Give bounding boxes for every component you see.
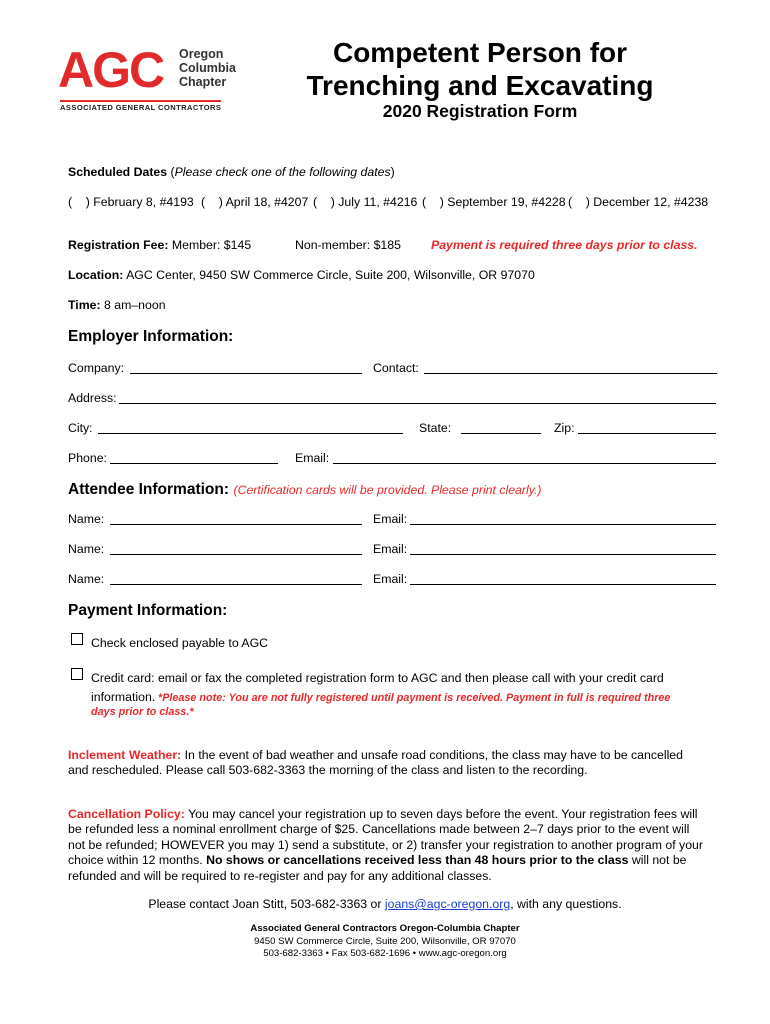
check-enclosed-checkbox[interactable] xyxy=(71,633,83,645)
page-title xyxy=(300,36,660,102)
payment-note-line: days prior to class.* xyxy=(91,706,194,718)
weather-text: and rescheduled. Please call 503-682-3363 the morning of the class and listen to the recording. xyxy=(68,763,588,778)
state-field[interactable] xyxy=(461,433,541,434)
company-label: Company: xyxy=(68,361,125,375)
dates-instruction: Please check one of the following dates xyxy=(174,165,391,179)
fee-label: Registration Fee: xyxy=(68,238,169,252)
credit-card-checkbox[interactable] xyxy=(71,668,83,680)
location-label: Location: xyxy=(68,268,124,282)
employer-email-field[interactable] xyxy=(333,463,716,464)
cancellation-text: You may cancel your registration up to seven days before the event. Your registration fees will xyxy=(188,807,698,821)
date-option-1[interactable]: ( ) February 8, #4193 xyxy=(68,195,194,209)
date-option-5[interactable]: ( ) December 12, #4238 xyxy=(568,195,709,209)
footer-org: Associated General Contractors Oregon-Columbia Chapter xyxy=(250,923,520,934)
attendee-heading xyxy=(68,481,541,499)
cancellation-bold-text: No shows or cancellations received less than 48 hours prior to the class xyxy=(206,853,629,868)
attendee-name-field-1[interactable] xyxy=(110,524,362,525)
zip-label: Zip: xyxy=(554,421,575,435)
contact-email-link[interactable]: joans@agc-oregon.org xyxy=(384,897,511,911)
date-option-4[interactable]: ( ) September 19, #4228 xyxy=(422,195,566,209)
logo-chapter-line: Columbia xyxy=(179,61,236,75)
credit-card-label-cont: information. xyxy=(91,690,156,704)
logo-chapter-line: Chapter xyxy=(179,75,227,89)
attendee-name-field-2[interactable] xyxy=(110,554,362,555)
date-option-label: April 18, #4207 xyxy=(225,195,309,209)
phone-field[interactable] xyxy=(110,463,278,464)
cancellation-text: be refunded less a nominal enrollment charge of $25. Cancellations made between 2–7 days prior to the event will xyxy=(68,822,690,837)
cancellation-text: refunded and will be required to re-register and pay for any additional classes. xyxy=(68,868,492,883)
payment-note xyxy=(91,691,711,719)
attendee-email-label: Email: xyxy=(373,512,408,526)
attendee-email-field-3[interactable] xyxy=(410,584,716,585)
scheduled-dates-heading: Scheduled Dates (Please check one of the following dates) xyxy=(68,165,395,179)
title-line: Trenching and Excavating xyxy=(306,70,654,101)
time-value: 8 am–noon xyxy=(104,298,166,312)
employer-email-label: Email: xyxy=(295,451,330,465)
attendee-note: (Certification cards will be provided. Please print clearly.) xyxy=(233,483,542,497)
attendee-name-label: Name: xyxy=(68,512,105,526)
inclement-weather xyxy=(68,748,723,779)
dates-label: Scheduled Dates xyxy=(68,165,168,179)
logo-chapter xyxy=(179,47,236,89)
weather-label: Inclement Weather: xyxy=(68,748,182,762)
page-subtitle: 2020 Registration Form xyxy=(382,101,578,121)
attendee-email-label: Email: xyxy=(373,542,408,556)
city-field[interactable] xyxy=(98,433,403,434)
logo-full-name: ASSOCIATED GENERAL CONTRACTORS xyxy=(60,100,221,112)
city-label: City: xyxy=(68,421,93,435)
date-option-label: September 19, #4228 xyxy=(447,195,566,209)
attendee-heading-text: Attendee Information: xyxy=(68,481,230,498)
attendee-name-label: Name: xyxy=(68,542,105,556)
address-field[interactable] xyxy=(119,403,716,404)
footer-address: 9450 SW Commerce Circle, Suite 200, Wilsonville, OR 97070 xyxy=(254,935,516,947)
company-field[interactable] xyxy=(130,373,362,374)
time-label: Time: xyxy=(68,298,101,312)
date-option-3[interactable]: ( ) July 11, #4216 xyxy=(313,195,418,209)
cancellation-label: Cancellation Policy: xyxy=(68,807,185,821)
contact-prefix: Please contact Joan Stitt, 503-682-3363 or xyxy=(148,897,382,911)
title-line: Competent Person for xyxy=(332,37,628,68)
cancellation-text: choice within 12 months. xyxy=(68,853,203,868)
attendee-email-label: Email: xyxy=(373,572,408,586)
contact-line xyxy=(0,897,770,911)
attendee-name-field-3[interactable] xyxy=(110,584,362,585)
registration-fee-member xyxy=(68,238,251,252)
footer xyxy=(0,923,770,961)
logo-brand: AGC xyxy=(58,42,164,98)
payment-note-line: *Please note: You are not fully registered until payment is received. Payment in full is required three xyxy=(158,692,671,704)
contact-field[interactable] xyxy=(424,373,717,374)
attendee-name-label: Name: xyxy=(68,572,105,586)
zip-field[interactable] xyxy=(578,433,716,434)
date-option-label: December 12, #4238 xyxy=(593,195,709,209)
cancellation-policy xyxy=(68,807,728,884)
date-option-label: February 8, #4193 xyxy=(93,195,194,209)
location-value: AGC Center, 9450 SW Commerce Circle, Suite 200, Wilsonville, OR 97070 xyxy=(126,268,535,282)
weather-text: In the event of bad weather and unsafe road conditions, the class may have to be cancelled xyxy=(184,748,683,762)
check-enclosed-label: Check enclosed payable to AGC xyxy=(91,636,269,650)
payment-heading: Payment Information: xyxy=(68,602,228,619)
fee-nonmember: Non-member: $185 xyxy=(295,238,401,252)
employer-heading: Employer Information: xyxy=(68,328,234,345)
contact-label: Contact: xyxy=(373,361,419,375)
date-option-label: July 11, #4216 xyxy=(338,195,418,209)
footer-phones: 503-682-3363 • Fax 503-682-1696 • www.agc-oregon.org xyxy=(263,948,507,959)
fee-member: Member: $145 xyxy=(171,238,252,252)
attendee-email-field-1[interactable] xyxy=(410,524,716,525)
payment-deadline-notice: Payment is required three days prior to class. xyxy=(431,238,698,252)
credit-card-label: Credit card: email or fax the completed registration form to AGC and then please call with your credit card xyxy=(91,671,664,685)
attendee-email-field-2[interactable] xyxy=(410,554,716,555)
contact-suffix: , with any questions. xyxy=(510,897,622,911)
cancellation-text: will not be xyxy=(631,853,687,868)
location xyxy=(68,268,535,282)
phone-label: Phone: xyxy=(68,451,107,465)
cancellation-text: not be refunded; HOWEVER you may 1) send a substitute, or 2) transfer your registration to another program of your xyxy=(68,837,703,852)
address-label: Address: xyxy=(68,391,117,405)
logo-chapter-line: Oregon xyxy=(179,47,224,61)
agc-logo xyxy=(58,44,238,110)
date-option-2[interactable]: ( ) April 18, #4207 xyxy=(201,195,309,209)
time xyxy=(68,298,166,312)
state-label: State: xyxy=(419,421,452,435)
